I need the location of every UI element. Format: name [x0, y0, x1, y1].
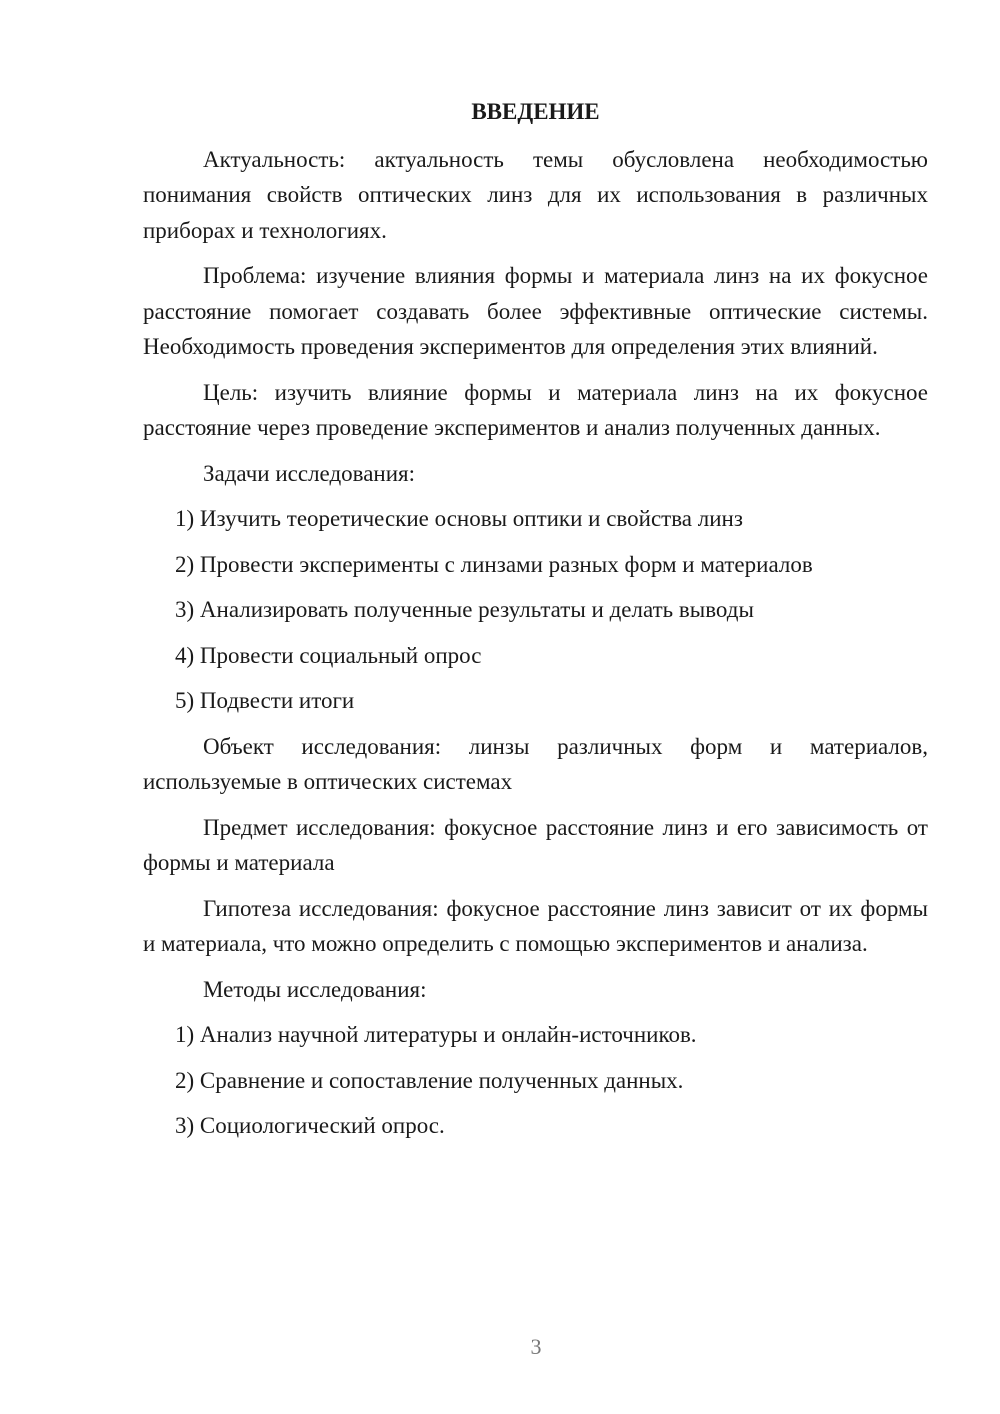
- tasks-list: [143, 501, 928, 719]
- problem-paragraph: Проблема: изучение влияния формы и материала линз на их фокусное расстояние помогает создавать более эффективные оптические системы. Необходимость проведения экспериментов для определения этих влияний.: [143, 263, 928, 359]
- task-item: 5) Подвести итоги: [175, 688, 355, 713]
- task-item: 2) Провести эксперименты с линзами разных форм и материалов: [175, 551, 813, 577]
- method-item: 2) Сравнение и сопоставление полученных данных.: [175, 1067, 684, 1093]
- methods-heading: Методы исследования:: [203, 976, 427, 1002]
- page-number: 3: [530, 1334, 542, 1359]
- document-page: [143, 94, 928, 1154]
- methods-list: [143, 1017, 928, 1144]
- task-item: 3) Анализировать полученные результаты и делать выводы: [175, 597, 754, 622]
- task-item: 1) Изучить теоретические основы оптики и свойства линз: [175, 506, 743, 531]
- relevance-paragraph: Актуальность: актуальность темы обусловлена необходимостью понимания свойств оптических линз для их использования в различных приборах и технологиях.: [143, 146, 928, 243]
- hypothesis-paragraph: Гипотеза исследования: фокусное расстояние линз зависит от их формы и материала, что можно определить с помощью экспериментов и анализа.: [143, 895, 928, 956]
- task-item: 4) Провести социальный опрос: [175, 642, 482, 668]
- subject-paragraph: Предмет исследования: фокусное расстояние линз и его зависимость от формы и материала: [143, 814, 928, 875]
- method-item: 1) Анализ научной литературы и онлайн-источников.: [175, 1022, 697, 1047]
- object-paragraph: Объект исследования: линзы различных форм и материалов, используемые в оптических системах: [143, 733, 928, 794]
- section-title: ВВЕДЕНИЕ: [471, 99, 600, 124]
- tasks-heading: Задачи исследования:: [203, 460, 416, 486]
- goal-paragraph: Цель: изучить влияние формы и материала линз на их фокусное расстояние через проведение экспериментов и анализ полученных данных.: [143, 379, 928, 440]
- method-item: 3) Социологический опрос.: [175, 1113, 445, 1138]
